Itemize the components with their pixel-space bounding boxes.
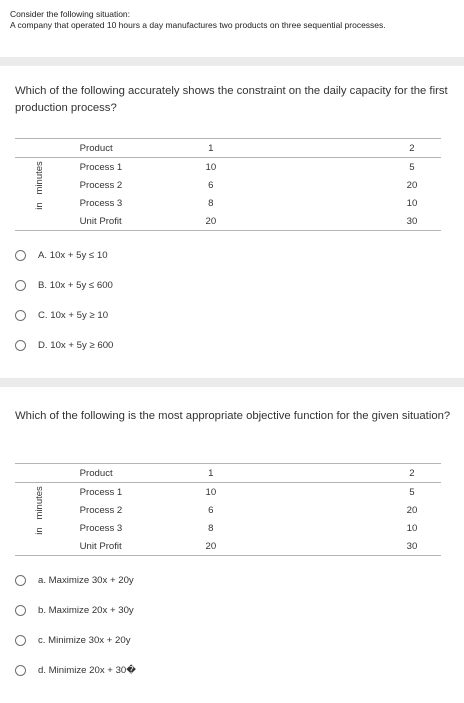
table-row-unit-profit: Unit Profit 20 30	[15, 537, 441, 556]
q1-option-c[interactable]: C. 10x + 5y ≥ 10	[15, 307, 108, 323]
unit-label: in minutes	[33, 160, 45, 210]
q2-option-a[interactable]: a. Maximize 30x + 20y	[15, 572, 134, 588]
table-row: in minutes Process 1 10 5	[15, 483, 441, 502]
radio-button[interactable]	[15, 310, 26, 321]
radio-button[interactable]	[15, 665, 26, 676]
table-row: Process 2 6 20	[79, 179, 418, 191]
radio-button[interactable]	[15, 280, 26, 291]
table-row: Process 3 8 10	[79, 197, 418, 209]
radio-button[interactable]	[15, 575, 26, 586]
q2-option-d[interactable]: d. Minimize 20x + 30�	[15, 662, 136, 678]
q1-option-a[interactable]: A. 10x + 5y ≤ 10	[15, 247, 108, 263]
section-divider	[0, 57, 464, 66]
radio-button[interactable]	[15, 635, 26, 646]
intro-line-2: A company that operated 10 hours a day manufactures two products on three sequential processes.	[10, 20, 386, 30]
header-product-2: 2	[383, 139, 441, 158]
table-row: Process 2 6 20	[79, 504, 418, 516]
section-divider	[0, 378, 464, 387]
table-row-unit-profit: Unit Profit 20 30	[15, 212, 441, 231]
intro-text	[10, 9, 386, 31]
unit-label-cell	[15, 158, 64, 213]
q2-option-b[interactable]: b. Maximize 20x + 30y	[15, 602, 134, 618]
unit-label: in minutes	[33, 485, 45, 535]
unit-label-cell	[15, 483, 64, 538]
header-product-1: 1	[177, 139, 245, 158]
table-row: in minutes Process 1 10 5	[15, 158, 441, 177]
table-header-row	[15, 464, 441, 483]
table-row: Process 3 8 10	[79, 522, 418, 534]
header-product-2: 2	[383, 464, 441, 483]
question-2-text: Which of the following is the most appropriate objective function for the given situation?	[15, 410, 451, 422]
question-1-table	[15, 138, 441, 231]
intro-line-1: Consider the following situation:	[10, 9, 131, 19]
q2-option-c[interactable]: c. Minimize 30x + 20y	[15, 632, 131, 648]
radio-button[interactable]	[15, 340, 26, 351]
question-1-text: Which of the following accurately shows the constraint on the daily capacity for the first production process?	[15, 85, 448, 114]
question-2-table	[15, 463, 441, 556]
table-header-row	[15, 139, 441, 158]
header-product-1: 1	[177, 464, 245, 483]
q1-option-b[interactable]: B. 10x + 5y ≤ 600	[15, 277, 113, 293]
header-product: Product	[64, 464, 177, 483]
header-product: Product	[64, 139, 177, 158]
radio-button[interactable]	[15, 605, 26, 616]
q1-option-d[interactable]: D. 10x + 5y ≥ 600	[15, 337, 113, 353]
radio-button[interactable]	[15, 250, 26, 261]
